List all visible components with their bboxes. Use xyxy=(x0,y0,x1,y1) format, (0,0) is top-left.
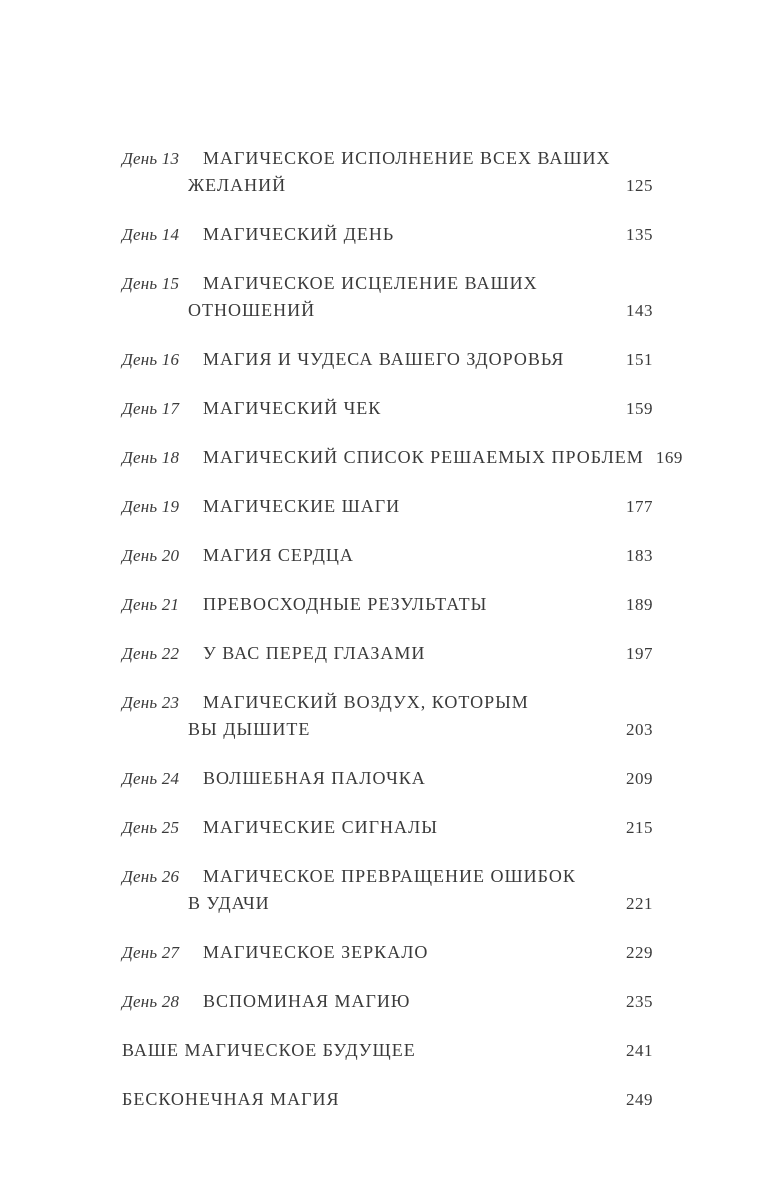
entry-title: МАГИЧЕСКИЙ ЧЕК xyxy=(203,398,382,418)
entry-day-label: День 19 xyxy=(122,497,180,516)
toc-entry-line-first xyxy=(122,542,653,569)
toc-entry-line-first xyxy=(122,493,653,520)
entry-page-number: 249 xyxy=(626,1090,653,1109)
entry-day-label: День 24 xyxy=(122,769,180,788)
toc-entry xyxy=(122,988,653,1015)
entry-title: МАГИЧЕСКОЕ ИСПОЛНЕНИЕ ВСЕХ ВАШИХ xyxy=(203,148,611,168)
entry-title: У ВАС ПЕРЕД ГЛАЗАМИ xyxy=(203,643,426,663)
entry-title: МАГИЧЕСКИЙ ВОЗДУХ, КОТОРЫМ xyxy=(203,692,529,712)
entry-page-number: 183 xyxy=(626,546,653,565)
entry-title: МАГИЧЕСКИЙ СПИСОК РЕШАЕМЫХ ПРОБЛЕМ xyxy=(203,447,644,467)
entry-title: МАГИЧЕСКОЕ ПРЕВРАЩЕНИЕ ОШИБОК xyxy=(203,866,576,886)
toc-entry-line-first xyxy=(122,1086,653,1113)
toc-entry xyxy=(122,542,653,569)
entry-title: ВАШЕ МАГИЧЕСКОЕ БУДУЩЕЕ xyxy=(122,1040,416,1060)
toc-entry xyxy=(122,1037,653,1064)
toc-entry xyxy=(122,221,653,248)
toc-entry xyxy=(122,444,683,471)
toc-entry-line-first xyxy=(122,640,653,667)
entry-page-number: 189 xyxy=(626,595,653,614)
toc-entry xyxy=(122,270,653,324)
table-of-contents xyxy=(122,145,683,1135)
entry-page-number: 235 xyxy=(626,992,653,1011)
toc-entry-line-first xyxy=(122,270,653,297)
toc-entry xyxy=(122,1086,653,1113)
entry-title: МАГИЧЕСКОЕ ИСЦЕЛЕНИЕ ВАШИХ xyxy=(203,273,538,293)
entry-page-number: 169 xyxy=(655,448,683,467)
entry-day-label: День 18 xyxy=(122,448,180,467)
toc-entry-line-continuation xyxy=(122,172,653,199)
entry-page-number: 221 xyxy=(626,894,653,913)
toc-entry-line-continuation xyxy=(122,890,653,917)
toc-entry-line-first xyxy=(122,221,653,248)
entry-page-number: 135 xyxy=(626,225,653,244)
entry-title: МАГИЧЕСКОЕ ЗЕРКАЛО xyxy=(203,942,429,962)
entry-day-label: День 27 xyxy=(122,943,180,962)
entry-day-label: День 21 xyxy=(122,595,180,614)
entry-page-number: 209 xyxy=(626,769,653,788)
entry-title: В УДАЧИ xyxy=(188,893,270,913)
toc-entry xyxy=(122,395,653,422)
entry-page-number: 125 xyxy=(626,176,653,195)
toc-entry-line-first xyxy=(122,863,653,890)
entry-title: МАГИЯ СЕРДЦА xyxy=(203,545,354,565)
toc-entry-line-first xyxy=(122,395,653,422)
toc-entry xyxy=(122,145,653,199)
entry-day-label: День 15 xyxy=(122,274,180,293)
entry-title: МАГИЧЕСКИЙ ДЕНЬ xyxy=(203,224,395,244)
toc-entry-line-first xyxy=(122,346,653,373)
entry-title: МАГИЯ И ЧУДЕСА ВАШЕГО ЗДОРОВЬЯ xyxy=(203,349,565,369)
toc-entry xyxy=(122,814,653,841)
entry-day-label: День 23 xyxy=(122,693,180,712)
entry-day-label: День 20 xyxy=(122,546,180,565)
entry-title: БЕСКОНЕЧНАЯ МАГИЯ xyxy=(122,1089,340,1109)
entry-day-label: День 13 xyxy=(122,149,180,168)
toc-entry-line-first xyxy=(122,444,683,471)
entry-day-label: День 28 xyxy=(122,992,180,1011)
entry-title: ВЫ ДЫШИТЕ xyxy=(188,719,311,739)
toc-entry xyxy=(122,689,653,743)
entry-day-label: День 14 xyxy=(122,225,180,244)
entry-title: ОТНОШЕНИЙ xyxy=(188,300,316,320)
entry-title: МАГИЧЕСКИЕ СИГНАЛЫ xyxy=(203,817,438,837)
entry-page-number: 151 xyxy=(626,350,653,369)
toc-entry-line-first xyxy=(122,988,653,1015)
toc-entry-line-first xyxy=(122,1037,653,1064)
entry-page-number: 203 xyxy=(626,720,653,739)
toc-entry-line-continuation xyxy=(122,297,653,324)
entry-page-number: 159 xyxy=(626,399,653,418)
entry-day-label: День 17 xyxy=(122,399,180,418)
toc-entry-line-first xyxy=(122,145,653,172)
toc-entry-line-first xyxy=(122,591,653,618)
toc-entry-line-continuation xyxy=(122,716,653,743)
toc-entry xyxy=(122,591,653,618)
toc-entry-line-first xyxy=(122,939,653,966)
entry-page-number: 177 xyxy=(626,497,653,516)
entry-title: МАГИЧЕСКИЕ ШАГИ xyxy=(203,496,401,516)
toc-entry-line-first xyxy=(122,689,653,716)
toc-entry xyxy=(122,640,653,667)
entry-page-number: 229 xyxy=(626,943,653,962)
entry-day-label: День 25 xyxy=(122,818,180,837)
entry-title: ВОЛШЕБНАЯ ПАЛОЧКА xyxy=(203,768,426,788)
entry-page-number: 241 xyxy=(626,1041,653,1060)
toc-entry-line-first xyxy=(122,765,653,792)
entry-day-label: День 22 xyxy=(122,644,180,663)
entry-title: ЖЕЛАНИЙ xyxy=(188,175,287,195)
toc-entry xyxy=(122,863,653,917)
entry-page-number: 143 xyxy=(626,301,653,320)
entry-title: ВСПОМИНАЯ МАГИЮ xyxy=(203,991,411,1011)
entry-title: ПРЕВОСХОДНЫЕ РЕЗУЛЬТАТЫ xyxy=(203,594,488,614)
toc-entry xyxy=(122,939,653,966)
toc-entry xyxy=(122,346,653,373)
entry-page-number: 197 xyxy=(626,644,653,663)
entry-page-number: 215 xyxy=(626,818,653,837)
toc-entry xyxy=(122,765,653,792)
toc-entry xyxy=(122,493,653,520)
entry-day-label: День 26 xyxy=(122,867,180,886)
toc-entry-line-first xyxy=(122,814,653,841)
entry-day-label: День 16 xyxy=(122,350,180,369)
